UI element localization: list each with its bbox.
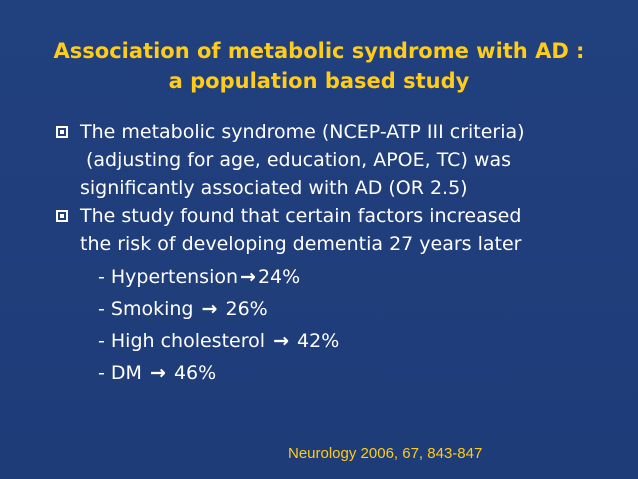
- right-arrow-icon: →: [273, 330, 289, 352]
- bullet-line: The study found that certain factors increased: [80, 205, 522, 227]
- bullet-line: The metabolic syndrome (NCEP-ATP III criteria): [80, 121, 525, 143]
- risk-factor-value: 24%: [257, 266, 301, 288]
- risk-factor-list: [56, 262, 616, 390]
- right-arrow-icon: →: [149, 362, 166, 384]
- risk-factor-item: [98, 326, 616, 358]
- risk-factor-value: 26%: [225, 298, 268, 320]
- right-arrow-icon: →: [201, 298, 218, 320]
- risk-factor-value: 42%: [297, 330, 340, 352]
- bullet-item: [56, 202, 616, 258]
- risk-factor-label: - Smoking: [98, 298, 194, 320]
- slide-title: [20, 36, 618, 96]
- risk-factor-item: [98, 358, 616, 390]
- title-line-2: a population based study: [168, 69, 470, 93]
- right-arrow-icon: →: [240, 266, 256, 288]
- bullet-line: the risk of developing dementia 27 years later: [80, 233, 522, 255]
- bullet-line: (adjusting for age, education, APOE, TC) was: [86, 149, 511, 171]
- bullet-line: significantly associated with AD (OR 2.5): [80, 177, 468, 199]
- risk-factor-item: [98, 262, 616, 294]
- risk-factor-value: 46%: [173, 362, 217, 384]
- title-line-1: Association of metabolic syndrome with AD :: [53, 39, 585, 63]
- risk-factor-label: - High cholesterol: [98, 330, 266, 352]
- slide-body: [56, 118, 616, 390]
- citation: Neurology 2006, 67, 843-847: [288, 445, 483, 462]
- checkbox-bullet-icon: [56, 210, 68, 222]
- risk-factor-item: [98, 294, 616, 326]
- bullet-item: [56, 118, 616, 202]
- risk-factor-label: - DM: [98, 362, 142, 384]
- checkbox-bullet-icon: [56, 126, 68, 138]
- risk-factor-label: - Hypertension: [98, 266, 239, 288]
